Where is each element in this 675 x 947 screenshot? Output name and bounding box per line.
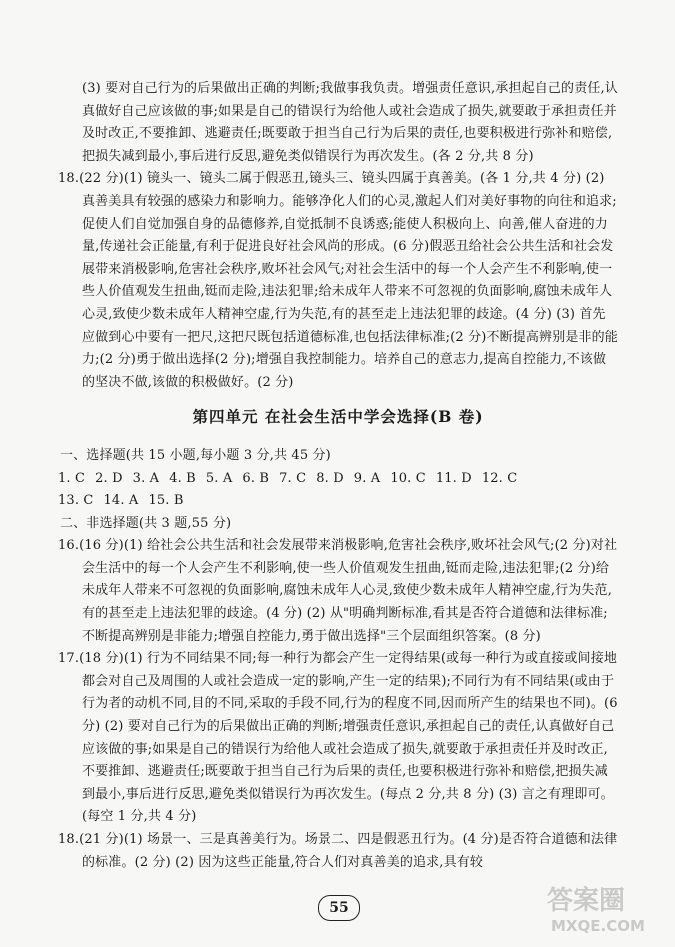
answer-item: 12. C bbox=[481, 470, 518, 486]
watermark-text-top: 答案圈 bbox=[547, 886, 626, 916]
answer-item: 6. B bbox=[242, 470, 270, 486]
unit-title: 第四单元 在社会生活中学会选择(B 卷) bbox=[192, 407, 484, 427]
answer-item: 3. A bbox=[132, 470, 160, 486]
answer-item: 14. A bbox=[103, 493, 139, 509]
question-18-answer-b: 18.(21 分)(1) 场景一、三是真善美行为。场景二、四是假恶丑行为。(4 分)是否符合道德和法律的标准。(2 分) (2) 因为这些正能量,符合人们对真善美的追求,具有较 bbox=[58, 832, 618, 870]
watermark-logo bbox=[541, 879, 663, 939]
answer-item: 10. C bbox=[390, 470, 426, 486]
question-18-answer: 18.(22 分)(1) 镜头一、镜头二属于假恶丑,镜头三、镜头四属于真善美。(各 1 分,共 4 分) (2) 真善美具有较强的感染力和影响力。能够净化人们的心灵,激起人们对美好事物的向往和追求;促使人们自觉加强自身的品德修养,自觉抵制不良诱惑;能使人积极向上、向善,催人奋进的力量,传递社会正能量,有利于促进良好社会风尚的形成。(6 分)假恶丑给社会公共生活和社会发展带来消极影响,危害社会秩序,败坏社会风气;对社会生活中的每一个人会产生不利影响,使一些人价值观发生扭曲,铤而走险,违法犯罪;给未成年人带来不可忽视的负面影响,腐蚀未成年人心灵,致使少数未成年人精神空虚,行为失范,有的甚至走上违法犯罪的歧途。(4 分) (3) 首先应做到心中要有一把尺,这把尺既包括道德标准,也包括法律标准;(2 分)不断提高辨别是非的能力;(2 分)勇于做出选择(2 分);增强自我控制能力。培养自己的意志力,提高自控能力,不该做的坚决不做,该做的积极做好。(2 分) bbox=[58, 171, 618, 390]
question-17-answer: 17.(18 分)(1) 行为不同结果不同;每一种行为都会产生一定得结果(或每一种行为或直接或间接地都会对自己及周围的人或社会造成一定的影响,产生一定的结果);不同行为有不同结果(或由于行为者的动机不同,目的不同,采取的手段不同,行为的程度不同,因而所产生的结果也不同)。(6 分) (2) 要对自己行为的后果做出正确的判断;增强责任意识,承担起自己的责任,认真做好自己应该做的事;如果是自己的错误行为给他人或社会造成了损失,就要敢于承担责任并及时改正,不要推卸、逃避责任;既要敢于担当自己行为后果的责任,也要积极进行弥补和赔偿,把损失减到最小,事后进行反思,避免类似错误行为再次发生。(每点 2 分,共 8 分) (3) 言之有理即可。(每空 1 分,共 4 分) bbox=[58, 651, 618, 825]
section-multiple-choice-title: 一、选择题(共 15 小题,每小题 3 分,共 45 分) bbox=[60, 447, 331, 463]
answer-item: 15. B bbox=[148, 493, 184, 509]
answer-item: 7. C bbox=[279, 470, 307, 486]
section-non-choice-title: 二、非选择题(共 3 题,55 分) bbox=[60, 515, 232, 531]
answer-item: 2. D bbox=[95, 470, 123, 486]
page-number: 55 bbox=[318, 895, 360, 921]
answer-key-line-1 bbox=[58, 468, 618, 491]
answer-key-line-2 bbox=[58, 490, 618, 513]
question-16-answer: 16.(16 分)(1) 给社会公共生活和社会发展带来消极影响,危害社会秩序,败坏社会风气;(2 分)对社会生活中的每一个人会产生不利影响,使一些人价值观发生扭曲,铤而走险,违法犯罪;(2 分)给未成年人带来不可忽视的负面影响,腐蚀未成年人心灵,致使少数未成年人精神空虚,行为失范,有的甚至走上违法犯罪的歧途。(4 分) (2) 从"明确判断标准,看其是否符合道德和法律标准;不断提高辨别是非能力;增强自控能力,勇于做出选择"三个层面组织答案。(8 分) bbox=[58, 538, 618, 644]
paragraph-q17-part3-continued: (3) 要对自己行为的后果做出正确的判断;我做事我负责。增强责任意识,承担起自己的责任,认真做好自己应该做的事;如果是自己的错误行为给他人或社会造成了损失,就要敢于承担责任并及时改正,不要推卸、逃避责任;既要敢于担当自己行为后果的责任,也要积极进行弥补和赔偿,把损失减到最小,事后进行反思,避免类似错误行为再次发生。(各 2 分,共 8 分) bbox=[82, 81, 618, 164]
answer-page-content bbox=[58, 78, 618, 874]
answer-item: 8. D bbox=[316, 470, 344, 486]
answer-item: 4. B bbox=[169, 470, 196, 486]
answer-item: 9. A bbox=[353, 470, 381, 486]
answer-item: 11. D bbox=[435, 470, 472, 486]
answer-item: 1. C bbox=[58, 470, 86, 486]
answer-item: 13. C bbox=[58, 493, 94, 509]
answer-item: 5. A bbox=[205, 470, 233, 486]
watermark-text-bottom: MXQE.COM bbox=[551, 917, 645, 935]
